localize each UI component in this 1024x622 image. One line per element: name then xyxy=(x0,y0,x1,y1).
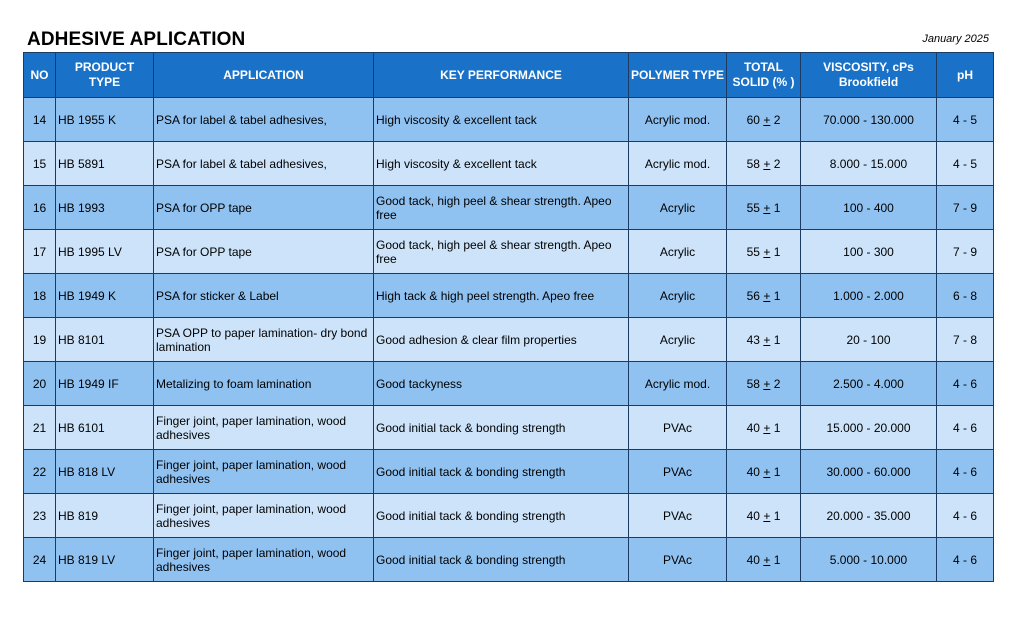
solid-value: 40 xyxy=(746,464,760,479)
cell-no: 15 xyxy=(24,142,56,186)
cell-polymer-type: PVAc xyxy=(629,406,727,450)
table-row xyxy=(24,230,994,274)
cell-no: 16 xyxy=(24,186,56,230)
cell-viscosity: 1.000 - 2.000 xyxy=(801,274,937,318)
cell-ph: 7 - 8 xyxy=(937,318,994,362)
cell-product-type: HB 5891 xyxy=(56,142,154,186)
cell-ph: 4 - 5 xyxy=(937,98,994,142)
cell-application: PSA for sticker & Label xyxy=(154,274,374,318)
solid-tolerance: 1 xyxy=(773,552,781,567)
cell-ph: 4 - 6 xyxy=(937,450,994,494)
col-header-viscosity: VISCOSITY, cPs Brookfield xyxy=(801,53,937,98)
cell-product-type: HB 819 LV xyxy=(56,538,154,582)
solid-tolerance: 1 xyxy=(773,420,781,435)
solid-tolerance: 1 xyxy=(773,244,781,259)
cell-total-solid xyxy=(727,494,801,538)
cell-key-performance: Good initial tack & bonding strength xyxy=(374,494,629,538)
plus-minus-sign: + xyxy=(763,156,771,171)
plus-minus-sign: + xyxy=(763,508,771,523)
cell-application: PSA for label & tabel adhesives, xyxy=(154,98,374,142)
plus-minus-sign: + xyxy=(763,376,771,391)
solid-value: 55 xyxy=(746,200,760,215)
cell-key-performance: Good tack, high peel & shear strength. Apeo free xyxy=(374,230,629,274)
table-row xyxy=(24,186,994,230)
cell-no: 18 xyxy=(24,274,56,318)
cell-product-type: HB 819 xyxy=(56,494,154,538)
cell-no: 21 xyxy=(24,406,56,450)
cell-total-solid xyxy=(727,98,801,142)
cell-product-type: HB 1995 LV xyxy=(56,230,154,274)
solid-value: 40 xyxy=(746,508,760,523)
solid-tolerance: 1 xyxy=(773,200,781,215)
page-title: ADHESIVE APLICATION xyxy=(27,29,246,50)
cell-application: PSA for OPP tape xyxy=(154,230,374,274)
table-row xyxy=(24,406,994,450)
cell-ph: 4 - 6 xyxy=(937,494,994,538)
cell-ph: 7 - 9 xyxy=(937,186,994,230)
solid-value: 60 xyxy=(746,112,760,127)
cell-no: 20 xyxy=(24,362,56,406)
cell-application: Finger joint, paper lamination, wood adhesives xyxy=(154,406,374,450)
cell-total-solid xyxy=(727,274,801,318)
cell-viscosity: 30.000 - 60.000 xyxy=(801,450,937,494)
col-header-key-performance: KEY PERFORMANCE xyxy=(374,53,629,98)
col-header-ph: pH xyxy=(937,53,994,98)
cell-total-solid xyxy=(727,142,801,186)
table-row xyxy=(24,538,994,582)
solid-value: 40 xyxy=(746,420,760,435)
cell-ph: 4 - 6 xyxy=(937,406,994,450)
cell-product-type: HB 1949 K xyxy=(56,274,154,318)
plus-minus-sign: + xyxy=(763,200,771,215)
cell-application: Finger joint, paper lamination, wood adhesives xyxy=(154,538,374,582)
cell-application: Finger joint, paper lamination, wood adhesives xyxy=(154,494,374,538)
cell-polymer-type: PVAc xyxy=(629,450,727,494)
cell-key-performance: Good initial tack & bonding strength xyxy=(374,450,629,494)
cell-total-solid xyxy=(727,318,801,362)
table-row xyxy=(24,98,994,142)
cell-no: 22 xyxy=(24,450,56,494)
plus-minus-sign: + xyxy=(763,288,771,303)
cell-viscosity: 70.000 - 130.000 xyxy=(801,98,937,142)
plus-minus-sign: + xyxy=(763,464,771,479)
cell-product-type: HB 6101 xyxy=(56,406,154,450)
solid-value: 55 xyxy=(746,244,760,259)
adhesive-table xyxy=(23,52,994,582)
cell-application: PSA for label & tabel adhesives, xyxy=(154,142,374,186)
cell-polymer-type: Acrylic xyxy=(629,186,727,230)
table-row xyxy=(24,494,994,538)
table-row xyxy=(24,142,994,186)
cell-key-performance: Good tackyness xyxy=(374,362,629,406)
cell-key-performance: High viscosity & excellent tack xyxy=(374,142,629,186)
cell-no: 17 xyxy=(24,230,56,274)
plus-minus-sign: + xyxy=(763,552,771,567)
cell-product-type: HB 1949 IF xyxy=(56,362,154,406)
table-row xyxy=(24,450,994,494)
cell-key-performance: High viscosity & excellent tack xyxy=(374,98,629,142)
cell-key-performance: Good initial tack & bonding strength xyxy=(374,538,629,582)
solid-tolerance: 2 xyxy=(773,156,781,171)
col-header-total-solid: TOTAL SOLID (% ) xyxy=(727,53,801,98)
cell-product-type: HB 1993 xyxy=(56,186,154,230)
solid-tolerance: 2 xyxy=(773,376,781,391)
col-header-product-type: PRODUCT TYPE xyxy=(56,53,154,98)
plus-minus-sign: + xyxy=(763,420,771,435)
cell-polymer-type: Acrylic mod. xyxy=(629,142,727,186)
cell-viscosity: 8.000 - 15.000 xyxy=(801,142,937,186)
cell-key-performance: Good adhesion & clear film properties xyxy=(374,318,629,362)
solid-tolerance: 1 xyxy=(773,288,781,303)
cell-polymer-type: Acrylic xyxy=(629,274,727,318)
cell-total-solid xyxy=(727,230,801,274)
col-header-no: NO xyxy=(24,53,56,98)
cell-product-type: HB 8101 xyxy=(56,318,154,362)
cell-application: Metalizing to foam lamination xyxy=(154,362,374,406)
cell-ph: 6 - 8 xyxy=(937,274,994,318)
table-row xyxy=(24,274,994,318)
cell-total-solid xyxy=(727,406,801,450)
plus-minus-sign: + xyxy=(763,332,771,347)
solid-tolerance: 2 xyxy=(773,112,781,127)
solid-tolerance: 1 xyxy=(773,508,781,523)
cell-product-type: HB 1955 K xyxy=(56,98,154,142)
cell-application: PSA OPP to paper lamination- dry bond lamination xyxy=(154,318,374,362)
cell-viscosity: 20.000 - 35.000 xyxy=(801,494,937,538)
table-row xyxy=(24,318,994,362)
solid-value: 43 xyxy=(746,332,760,347)
cell-no: 24 xyxy=(24,538,56,582)
cell-product-type: HB 818 LV xyxy=(56,450,154,494)
solid-value: 40 xyxy=(746,552,760,567)
table-row xyxy=(24,362,994,406)
solid-value: 58 xyxy=(746,376,760,391)
cell-application: PSA for OPP tape xyxy=(154,186,374,230)
cell-application: Finger joint, paper lamination, wood adhesives xyxy=(154,450,374,494)
col-header-application: APPLICATION xyxy=(154,53,374,98)
cell-polymer-type: Acrylic xyxy=(629,230,727,274)
cell-viscosity: 20 - 100 xyxy=(801,318,937,362)
cell-polymer-type: PVAc xyxy=(629,538,727,582)
cell-viscosity: 100 - 400 xyxy=(801,186,937,230)
solid-tolerance: 1 xyxy=(773,464,781,479)
cell-key-performance: High tack & high peel strength. Apeo free xyxy=(374,274,629,318)
plus-minus-sign: + xyxy=(763,112,771,127)
cell-ph: 4 - 6 xyxy=(937,538,994,582)
cell-ph: 4 - 6 xyxy=(937,362,994,406)
cell-no: 19 xyxy=(24,318,56,362)
cell-ph: 4 - 5 xyxy=(937,142,994,186)
cell-polymer-type: Acrylic mod. xyxy=(629,98,727,142)
col-header-polymer-type: POLYMER TYPE xyxy=(629,53,727,98)
document-date: January 2025 xyxy=(922,33,989,45)
solid-value: 56 xyxy=(746,288,760,303)
cell-viscosity: 100 - 300 xyxy=(801,230,937,274)
cell-total-solid xyxy=(727,362,801,406)
cell-no: 14 xyxy=(24,98,56,142)
cell-no: 23 xyxy=(24,494,56,538)
cell-key-performance: Good tack, high peel & shear strength. Apeo free xyxy=(374,186,629,230)
cell-total-solid xyxy=(727,450,801,494)
cell-viscosity: 2.500 - 4.000 xyxy=(801,362,937,406)
cell-key-performance: Good initial tack & bonding strength xyxy=(374,406,629,450)
table-header-row xyxy=(24,53,994,98)
solid-value: 58 xyxy=(746,156,760,171)
cell-total-solid xyxy=(727,538,801,582)
cell-polymer-type: PVAc xyxy=(629,494,727,538)
plus-minus-sign: + xyxy=(763,244,771,259)
solid-tolerance: 1 xyxy=(773,332,781,347)
cell-viscosity: 5.000 - 10.000 xyxy=(801,538,937,582)
cell-ph: 7 - 9 xyxy=(937,230,994,274)
cell-polymer-type: Acrylic mod. xyxy=(629,362,727,406)
cell-total-solid xyxy=(727,186,801,230)
cell-viscosity: 15.000 - 20.000 xyxy=(801,406,937,450)
cell-polymer-type: Acrylic xyxy=(629,318,727,362)
